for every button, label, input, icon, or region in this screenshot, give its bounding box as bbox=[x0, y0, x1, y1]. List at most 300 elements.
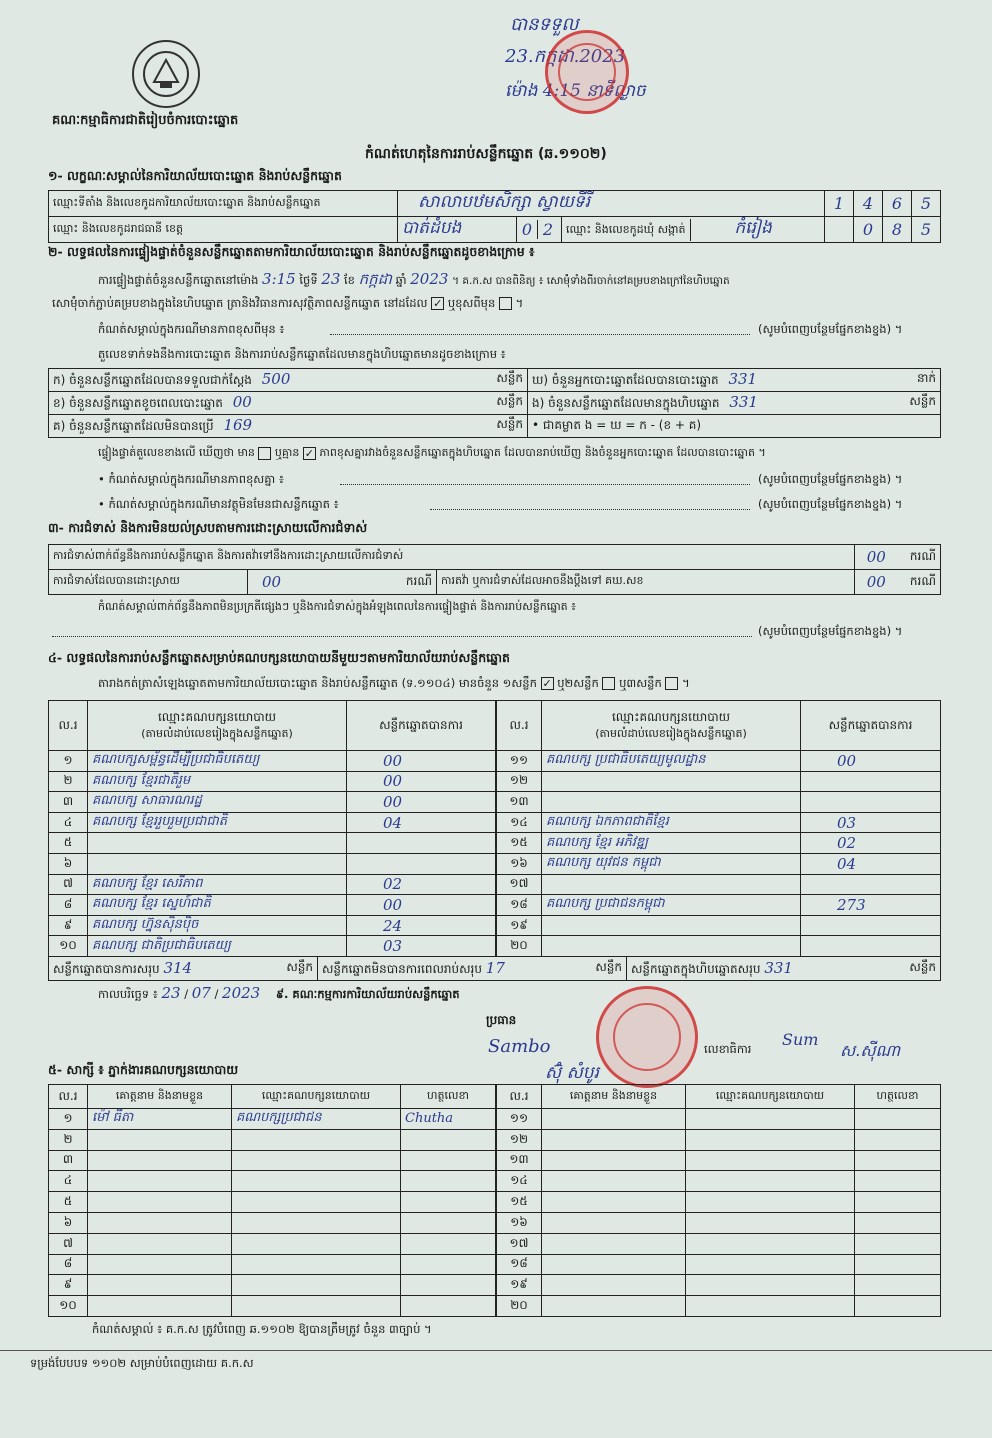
changed-checkbox[interactable] bbox=[499, 297, 512, 310]
count-date-year: 2023 bbox=[222, 984, 261, 1002]
table-row bbox=[49, 1150, 496, 1171]
witness-signature bbox=[401, 1150, 496, 1171]
witness-party bbox=[232, 1129, 401, 1150]
party-name: គណបក្ស ប្រជាធិបតេយ្យមូលដ្ឋាន bbox=[542, 751, 801, 772]
witness-signature bbox=[855, 1212, 941, 1233]
unused-unit: សន្លឹក bbox=[496, 417, 523, 431]
col-no-header: ល.រ bbox=[497, 701, 542, 751]
witness-name bbox=[88, 1275, 232, 1296]
form-code: ទម្រង់បែបបទ ១១០២ សម្រាប់បំពេញដោយ គ.ក.ស bbox=[30, 1356, 254, 1370]
party-votes: 00 bbox=[801, 751, 941, 772]
witness-col-sign: ហត្ថលេខា bbox=[855, 1085, 941, 1109]
row-number: ១៦ bbox=[497, 853, 542, 874]
irregularity-note-label: កំណត់សម្គាល់ពាក់ព័ន្ធនឹងភាពមិនប្រក្រតីផ្សេងៗ ឬនិងការជំទាស់ក្នុងអំឡុងពេលនៃការផ្ទៀងផ្ទាត់ និងការរាប់សន្លឹកឆ្នោត ៖ bbox=[98, 600, 576, 613]
verify-month-label: ខែ bbox=[344, 273, 355, 287]
witness-party bbox=[686, 1192, 855, 1213]
verify-month-value: កក្កដា bbox=[358, 270, 392, 288]
party-votes bbox=[801, 792, 941, 813]
row-number: ១៨ bbox=[497, 1254, 542, 1275]
tally-sheet-line: តារាងកត់ត្រាសំឡេងឆ្នោតតាមការិយាល័យបោះឆ្នោត និងរាប់សន្លឹកឆ្នោត (ទ.១១០៤) មានចំនួន ១សន្លឹក ✓ ឬ២សន្លឹក ឬ៣សន្លឹក ។ bbox=[98, 676, 690, 690]
commune-code-3: 5 bbox=[912, 217, 941, 243]
party-votes: 00 bbox=[347, 895, 496, 916]
table-row bbox=[49, 1129, 496, 1150]
appeal-value: 00 bbox=[866, 573, 886, 591]
province-code-1: 0 bbox=[517, 220, 538, 239]
witness-signature bbox=[401, 1296, 496, 1317]
col-party-subheader: (តាមលំដាប់លេខរៀងក្នុងសន្លឹកឆ្នោត) bbox=[595, 726, 747, 740]
table-row bbox=[49, 1171, 496, 1192]
col-votes-header: សន្លឹកឆ្នោតបានការ bbox=[347, 701, 496, 751]
party-votes bbox=[801, 915, 941, 936]
row-number: ១០ bbox=[49, 1296, 88, 1317]
witness-name bbox=[88, 1171, 232, 1192]
table-row bbox=[49, 1233, 496, 1254]
objections-value: 00 bbox=[866, 548, 886, 566]
commune-code-1: 0 bbox=[854, 217, 883, 243]
table-row bbox=[497, 1233, 941, 1254]
row-number: ១១ bbox=[497, 1109, 542, 1130]
table-row bbox=[49, 771, 496, 792]
witness-name bbox=[542, 1212, 686, 1233]
witness-col-name: គោត្តនាម និងនាមខ្លួន bbox=[542, 1085, 686, 1109]
section3-title: ៣- ការជំទាស់ និងការមិនយល់ស្របតាមការដោះស្រាយលើការជំទាស់ bbox=[48, 520, 368, 535]
row-number: ២ bbox=[49, 1129, 88, 1150]
discrepancy-note-label: • កំណត់សម្គាល់ក្នុងករណីមានភាពខុសគ្នា ៖ bbox=[98, 472, 284, 486]
row-number: ១៤ bbox=[497, 1171, 542, 1192]
location-code-2: 4 bbox=[854, 191, 883, 217]
witness-name bbox=[88, 1129, 232, 1150]
appeal-label: ការតវ៉ា ឬការជំទាស់ដែលអាចនឹងប្តឹងទៅ គឃ.សខ bbox=[437, 570, 855, 595]
table-row bbox=[497, 812, 941, 833]
results-table-right bbox=[496, 700, 941, 957]
verify-line-1-tail: ។ គ.ក.ស បានពិនិត្យ ៖ សោម៉ុំទាំងពីរចាក់នៅគម្របខាងក្រៅនៃហិបឆ្នោត bbox=[452, 275, 730, 287]
witness-signature: Chutha bbox=[401, 1109, 496, 1130]
col-party-header: ឈ្មោះគណបក្សនយោបាយ bbox=[611, 709, 731, 724]
witness-name bbox=[542, 1150, 686, 1171]
location-label: ឈ្មោះទីតាំង និងលេខកូដការិយាល័យបោះឆ្នោត និងរាប់សន្លឹកឆ្នោត bbox=[49, 191, 398, 217]
table-row bbox=[497, 792, 941, 813]
table-row bbox=[497, 1254, 941, 1275]
row-number: ៧ bbox=[49, 874, 88, 895]
row-number: ១០ bbox=[49, 936, 88, 957]
witness-name bbox=[88, 1192, 232, 1213]
witness-name bbox=[88, 1233, 232, 1254]
party-name: គណបក្ស ប្រជាជនកម្ពុជា bbox=[542, 895, 801, 916]
formula-label: • ជាគម្លាត ង = ឃ = ក - (ខ + គ) bbox=[532, 418, 702, 432]
org-name: គណៈកម្មាធិការជាតិរៀបចំការបោះឆ្នោត bbox=[52, 113, 239, 128]
row-number: ១៨ bbox=[497, 895, 542, 916]
witness-name bbox=[542, 1109, 686, 1130]
verify-day-label: ថ្ងៃទី bbox=[299, 273, 318, 287]
witness-name: ម៉ៅ ធីតា bbox=[88, 1109, 232, 1130]
party-votes: 02 bbox=[347, 874, 496, 895]
table-row bbox=[49, 874, 496, 895]
resolved-label: ការជំទាស់ដែលបានដោះស្រាយ bbox=[49, 570, 248, 595]
witness-signature bbox=[855, 1109, 941, 1130]
count-date-month: 07 bbox=[191, 984, 211, 1002]
witness-name bbox=[88, 1212, 232, 1233]
row-number: ៧ bbox=[49, 1233, 88, 1254]
footer-note: កំណត់សម្គាល់ ៖ គ.ក.ស ត្រូវបំពេញ ឆ.១១០២ ឱ្យបានត្រឹមត្រូវ ចំនួន ៣ច្បាប់ ។ bbox=[92, 1322, 432, 1336]
table-row bbox=[497, 751, 941, 772]
witness-party bbox=[686, 1212, 855, 1233]
office-seal-icon bbox=[596, 986, 698, 1088]
witness-party bbox=[232, 1171, 401, 1192]
row-number: ១៦ bbox=[497, 1212, 542, 1233]
party-votes: 04 bbox=[801, 853, 941, 874]
total-invalid-value: 17 bbox=[485, 958, 505, 977]
location-code-4: 5 bbox=[912, 191, 941, 217]
in-box-value: 331 bbox=[729, 393, 758, 411]
witness-party bbox=[686, 1109, 855, 1130]
section1-table bbox=[48, 190, 941, 243]
row-number: ៥ bbox=[49, 833, 88, 854]
party-name: គណបក្ស ឯកភាពជាតិខ្មែរ bbox=[542, 812, 801, 833]
row-number: ១៥ bbox=[497, 1192, 542, 1213]
verify-time-label: ការផ្ទៀងផ្ទាត់ចំនួនសន្លឹកឆ្នោតនៅម៉ោង bbox=[98, 273, 259, 287]
row-number: ១៧ bbox=[497, 874, 542, 895]
table-row bbox=[49, 1296, 496, 1317]
witness-signature bbox=[401, 1212, 496, 1233]
row-number: ១៧ bbox=[497, 1233, 542, 1254]
table-row bbox=[497, 833, 941, 854]
witness-col-sign: ហត្ថលេខា bbox=[401, 1085, 496, 1109]
witness-party bbox=[232, 1212, 401, 1233]
col-party-subheader: (តាមលំដាប់លេខរៀងក្នុងសន្លឹកឆ្នោត) bbox=[141, 726, 293, 740]
stamp-time: ម៉ោង 4:15 នាទីល្ងាច bbox=[505, 81, 646, 101]
witness-name bbox=[542, 1296, 686, 1317]
table-row bbox=[497, 895, 941, 916]
ballot-figures-table bbox=[48, 368, 941, 438]
table-row bbox=[497, 915, 941, 936]
province-value: បាត់ដំបង bbox=[398, 217, 517, 243]
unused-value: 169 bbox=[223, 416, 253, 434]
witness-party bbox=[686, 1296, 855, 1317]
discrepancy-note-tail: (សូមបំពេញបន្ថែមផ្នែកខាងខ្នង) ។ bbox=[758, 472, 903, 486]
witness-party bbox=[232, 1192, 401, 1213]
two-sheets-checkbox[interactable] bbox=[602, 677, 615, 690]
party-name: គណបក្ស ជាតិប្រជាធិបតេយ្យ bbox=[88, 936, 347, 957]
party-votes: 03 bbox=[801, 812, 941, 833]
secretary-label: លេខាធិការ bbox=[704, 1042, 752, 1056]
voters-value: 331 bbox=[728, 370, 758, 388]
witness-signature bbox=[855, 1129, 941, 1150]
table-row bbox=[497, 853, 941, 874]
row-number: ១៤ bbox=[497, 812, 542, 833]
witness-signature bbox=[855, 1254, 941, 1275]
witness-party bbox=[686, 1129, 855, 1150]
row-number: ៤ bbox=[49, 1171, 88, 1192]
verification-line-2: សោម៉ុំចាក់ភ្ជាប់គម្របខាងក្នុងនៃហិបឆ្នោត ត្រានិងវិធានការសុវត្ថិភាពសន្លឹកឆ្នោត នៅដដែល ✓ ឬខុសពីមុន ។ bbox=[52, 296, 524, 310]
witness-name bbox=[542, 1254, 686, 1275]
foreign-object-note-tail: (សូមបំពេញបន្ថែមផ្នែកខាងខ្នង) ។ bbox=[758, 497, 903, 511]
objections-label: ការជំទាស់ពាក់ព័ន្ធនឹងការរាប់សន្លឹកឆ្នោត និងការតវ៉ាទៅនឹងការដោះស្រាយលើការជំទាស់ bbox=[49, 545, 855, 570]
row-number: ២០ bbox=[497, 936, 542, 957]
row-number: ៥ bbox=[49, 1192, 88, 1213]
verify-time-value: 3:15 bbox=[262, 270, 296, 288]
row-number: ១៩ bbox=[497, 915, 542, 936]
stamp-date: 23.កក្កដា.2023 bbox=[505, 46, 626, 67]
table-row bbox=[49, 1275, 496, 1296]
unchanged-checkbox[interactable]: ✓ bbox=[433, 297, 443, 310]
row-number: ១៩ bbox=[497, 1275, 542, 1296]
row-number: ១២ bbox=[497, 1129, 542, 1150]
witness-name bbox=[88, 1254, 232, 1275]
party-name bbox=[542, 936, 801, 957]
witness-table-left bbox=[48, 1084, 496, 1317]
received-value: 500 bbox=[261, 370, 291, 388]
in-box-label: ង) ចំនួនសន្លឹកឆ្នោតដែលមានក្នុងហិបឆ្នោត bbox=[532, 396, 720, 410]
table-row bbox=[49, 895, 496, 916]
row-number: ៨ bbox=[49, 895, 88, 916]
row-number: ១៣ bbox=[497, 1150, 542, 1171]
discrepancy-check-line: ផ្ទៀងផ្ទាត់តួលេខខាងលើ ឃើញថា មាន ឬគ្មាន ✓ ភាពខុសគ្នារវាងចំនួនសន្លឹកឆ្នោតក្នុងហិបឆ្នោត ដែលបានរាប់ឃើញ និងចំនួនអ្នកបោះឆ្នោត ដែលបានបោះឆ្នោត ។ bbox=[98, 446, 766, 460]
party-votes bbox=[347, 833, 496, 854]
resolved-unit: ករណី bbox=[405, 574, 432, 588]
party-name: គណបក្ស ខ្មែរ សេរីភាព bbox=[88, 874, 347, 895]
secretary-name: ស.ស៊ីណា bbox=[840, 1041, 901, 1060]
table-row bbox=[497, 874, 941, 895]
witness-signature bbox=[401, 1233, 496, 1254]
party-votes: 02 bbox=[801, 833, 941, 854]
count-date-day: 23 bbox=[161, 984, 181, 1002]
row-number: ៤ bbox=[49, 812, 88, 833]
party-name: គណបក្សសម្ព័ន្ធដើម្បីប្រជាធិបតេយ្យ bbox=[88, 751, 347, 772]
col-votes-header: សន្លឹកឆ្នោតបានការ bbox=[801, 701, 941, 751]
table-row bbox=[49, 853, 496, 874]
difference-note-tail: (សូមបំពេញបន្ថែមផ្នែកខាងខ្នង) ។ bbox=[758, 322, 903, 336]
committee-label: ៩. គណៈកម្មការការិយាល័យរាប់សន្លឹកឆ្នោត bbox=[275, 987, 460, 1001]
row-number: ១៥ bbox=[497, 833, 542, 854]
received-label: ក) ចំនួនសន្លឹកឆ្នោតដែលបានទទួលជាក់ស្តែង bbox=[53, 373, 252, 387]
witness-col-party: ឈ្មោះគណបក្សនយោបាយ bbox=[686, 1085, 855, 1109]
verify-day-value: 23 bbox=[321, 270, 341, 288]
row-number: ៦ bbox=[49, 853, 88, 874]
witness-signature bbox=[855, 1171, 941, 1192]
witness-name bbox=[542, 1171, 686, 1192]
irregularity-note-tail: (សូមបំពេញបន្ថែមផ្នែកខាងខ្នង) ។ bbox=[758, 624, 903, 638]
total-box-label: សន្លឹកឆ្នោតក្នុងហិបឆ្នោតសរុប bbox=[631, 961, 761, 976]
row-number: ៨ bbox=[49, 1254, 88, 1275]
seal-status-label: សោម៉ុំចាក់ភ្ជាប់គម្របខាងក្នុងនៃហិបឆ្នោត ត្រានិងវិធានការសុវត្ថិភាពសន្លឹកឆ្នោត នៅដដែល bbox=[52, 296, 428, 310]
party-votes bbox=[347, 853, 496, 874]
witness-signature bbox=[855, 1275, 941, 1296]
witness-col-no: ល.រ bbox=[49, 1085, 88, 1109]
party-votes: 273 bbox=[801, 895, 941, 916]
province-label: ឈ្មោះ និងលេខកូដរាជធានី ខេត្ត bbox=[49, 217, 398, 243]
count-date: កាលបរិច្ឆេទ ៖ 23 / 07 / 2023 ៩. គណៈកម្មការការិយាល័យរាប់សន្លឹកឆ្នោត bbox=[98, 984, 460, 1002]
no-discrepancy-checkbox[interactable]: ✓ bbox=[304, 446, 314, 460]
witness-col-party: ឈ្មោះគណបក្សនយោបាយ bbox=[232, 1085, 401, 1109]
nec-emblem-icon bbox=[132, 40, 200, 108]
witness-party bbox=[686, 1275, 855, 1296]
party-name: គណបក្ស ខ្មែររួបរួមប្រជាជាតិ bbox=[88, 812, 347, 833]
party-name bbox=[542, 915, 801, 936]
three-sheets-checkbox[interactable] bbox=[665, 677, 678, 690]
witness-signature bbox=[855, 1233, 941, 1254]
witness-party bbox=[686, 1254, 855, 1275]
table-row bbox=[49, 833, 496, 854]
col-party-header: ឈ្មោះគណបក្សនយោបាយ bbox=[157, 709, 277, 724]
party-votes: 00 bbox=[347, 751, 496, 772]
table-row bbox=[49, 1212, 496, 1233]
secretary-signature: Sum bbox=[782, 1030, 819, 1049]
row-number: ១១ bbox=[497, 751, 542, 772]
row-number: ៩ bbox=[49, 1275, 88, 1296]
party-name bbox=[88, 833, 347, 854]
witness-table-right bbox=[496, 1084, 941, 1317]
table-row bbox=[497, 936, 941, 957]
has-discrepancy-checkbox[interactable] bbox=[258, 447, 271, 460]
party-name: គណបក្ស ខ្មែរ អភិវឌ្ឍ bbox=[542, 833, 801, 854]
table-row bbox=[49, 792, 496, 813]
verify-year-label: ឆ្នាំ bbox=[395, 273, 407, 287]
difference-note-label: កំណត់សម្គាល់ក្នុងករណីមានភាពខុសពីមុន ៖ bbox=[98, 322, 285, 336]
totals-row: សន្លឹកឆ្នោតបានការសរុប 314 សន្លឹក សន្លឹកឆ្នោតមិនបានការពេលរាប់សរុប 17 សន្លឹក សន្លឹកឆ្នោតក្នុងហិបឆ្នោតសរុប 331 សន្លឹក bbox=[48, 956, 941, 981]
witness-party bbox=[232, 1150, 401, 1171]
table-row bbox=[49, 1192, 496, 1213]
witness-name bbox=[88, 1296, 232, 1317]
table-row bbox=[497, 1109, 941, 1130]
received-seal-icon bbox=[545, 30, 629, 114]
location-value: សាលាបឋមសិក្សា ស្វាយទីរី bbox=[398, 191, 825, 217]
table-row bbox=[497, 771, 941, 792]
unused-label: គ) ចំនួនសន្លឹកឆ្នោតដែលមិនបានប្រើ bbox=[53, 419, 214, 433]
results-table-left bbox=[48, 700, 496, 957]
witness-party bbox=[686, 1150, 855, 1171]
witness-party bbox=[232, 1233, 401, 1254]
table-row bbox=[49, 751, 496, 772]
witness-party bbox=[232, 1254, 401, 1275]
objections-table bbox=[48, 544, 941, 595]
party-votes: 00 bbox=[347, 771, 496, 792]
location-code-1: 1 bbox=[825, 191, 854, 217]
table-row bbox=[497, 1129, 941, 1150]
witness-signature bbox=[401, 1129, 496, 1150]
party-votes: 03 bbox=[347, 936, 496, 957]
table-row bbox=[49, 915, 496, 936]
row-number: ១៣ bbox=[497, 792, 542, 813]
one-sheet-checkbox[interactable]: ✓ bbox=[542, 677, 552, 690]
spoiled-unit: សន្លឹក bbox=[496, 394, 523, 408]
party-name bbox=[542, 874, 801, 895]
section5-title: ៥- សាក្សី ៖ ភ្នាក់ងារគណបក្សនយោបាយ bbox=[48, 1062, 239, 1077]
witness-party: គណបក្សប្រជាជន bbox=[232, 1109, 401, 1130]
location-code-3: 6 bbox=[883, 191, 912, 217]
appeal-unit: ករណី bbox=[909, 574, 936, 588]
received-unit: សន្លឹក bbox=[496, 371, 523, 385]
voters-label: ឃ) ចំនួនអ្នកបោះឆ្នោតដែលបានបោះឆ្នោត bbox=[532, 373, 719, 387]
party-votes bbox=[801, 936, 941, 957]
spoiled-value: 00 bbox=[232, 393, 252, 411]
chairman-name: ស៊ុំ សំបូរ bbox=[545, 1063, 599, 1083]
witness-party bbox=[232, 1275, 401, 1296]
party-name: គណបក្ស យុវជន កម្ពុជា bbox=[542, 853, 801, 874]
province-code-2: 2 bbox=[542, 220, 554, 239]
table-row bbox=[49, 1109, 496, 1130]
total-box-value: 331 bbox=[764, 958, 793, 977]
total-valid-value: 314 bbox=[163, 958, 193, 977]
section2-title: ២- លទ្ធផលនៃការផ្ទៀងផ្ទាត់ចំនួនសន្លឹកឆ្នោតតាមការិយាល័យបោះឆ្នោត និងរាប់សន្លឹកឆ្នោតដូចខាងក្រោម ៖ bbox=[48, 244, 535, 259]
party-votes: 00 bbox=[347, 792, 496, 813]
section1-title: ១- លក្ខណៈសម្គាល់នៃការិយាល័យបោះឆ្នោត និងរាប់សន្លឹកឆ្នោត bbox=[48, 168, 342, 183]
in-box-unit: សន្លឹក bbox=[909, 394, 936, 408]
witness-signature bbox=[855, 1150, 941, 1171]
row-number: ១២ bbox=[497, 771, 542, 792]
party-votes: 24 bbox=[347, 915, 496, 936]
table-row bbox=[497, 1171, 941, 1192]
witness-name bbox=[88, 1150, 232, 1171]
spoiled-label: ខ) ចំនួនសន្លឹកឆ្នោតខូចពេលបោះឆ្នោត bbox=[53, 396, 223, 410]
objections-unit: ករណី bbox=[909, 549, 936, 563]
table-row bbox=[49, 812, 496, 833]
table-row bbox=[497, 1296, 941, 1317]
party-name: គណបក្ស សាធារណរដ្ឋ bbox=[88, 792, 347, 813]
commune-code-2: 8 bbox=[883, 217, 912, 243]
commune-label: ឈ្មោះ និងលេខកូដឃុំ សង្កាត់ bbox=[562, 219, 691, 241]
row-number: ២០ bbox=[497, 1296, 542, 1317]
witness-signature bbox=[855, 1296, 941, 1317]
row-number: ៦ bbox=[49, 1212, 88, 1233]
party-name bbox=[542, 792, 801, 813]
table-row bbox=[497, 1275, 941, 1296]
witness-signature bbox=[401, 1275, 496, 1296]
witness-signature bbox=[401, 1171, 496, 1192]
table-row bbox=[49, 936, 496, 957]
row-number: ៣ bbox=[49, 792, 88, 813]
witness-name bbox=[542, 1275, 686, 1296]
witness-col-no: ល.រ bbox=[497, 1085, 542, 1109]
witness-party bbox=[686, 1233, 855, 1254]
foreign-object-note-label: • កំណត់សម្គាល់ក្នុងករណីមានវត្ថុមិនមែនជាសន្លឹកឆ្នោត ៖ bbox=[98, 497, 339, 511]
chairman-label: ប្រធាន bbox=[486, 1013, 517, 1027]
voters-unit: នាក់ bbox=[916, 371, 936, 385]
commune-value: កំរៀង bbox=[734, 218, 772, 238]
party-name bbox=[88, 853, 347, 874]
changed-label: ឬខុសពីមុន bbox=[447, 296, 496, 310]
row-number: ៣ bbox=[49, 1150, 88, 1171]
party-name: គណបក្ស ខ្មែរ ស្នេហ៍ជាតិ bbox=[88, 895, 347, 916]
table-row bbox=[49, 1254, 496, 1275]
total-invalid-label: សន្លឹកឆ្នោតមិនបានការពេលរាប់សរុប bbox=[322, 961, 482, 976]
row-number: ១ bbox=[49, 1109, 88, 1130]
witness-party bbox=[232, 1296, 401, 1317]
row-number: ៩ bbox=[49, 915, 88, 936]
table-row bbox=[497, 1192, 941, 1213]
witness-col-name: គោត្តនាម និងនាមខ្លួន bbox=[88, 1085, 232, 1109]
resolved-value: 00 bbox=[262, 573, 282, 591]
party-name bbox=[542, 771, 801, 792]
witness-signature bbox=[401, 1254, 496, 1275]
witness-signature bbox=[401, 1192, 496, 1213]
witness-signature bbox=[855, 1192, 941, 1213]
verification-line-1 bbox=[98, 270, 730, 292]
section4-title: ៤- លទ្ធផលនៃការរាប់សន្លឹកឆ្នោតសម្រាប់គណបក្សនយោបាយនីមួយៗតាមការិយាល័យរាប់សន្លឹកឆ្នោត bbox=[48, 650, 510, 665]
party-name: គណបក្ស ខ្មែរជាតិរួម bbox=[88, 771, 347, 792]
verify-year-value: 2023 bbox=[410, 270, 449, 288]
witness-name bbox=[542, 1192, 686, 1213]
figures-intro: តួលេខទាក់ទងនឹងការបោះឆ្នោត និងការរាប់សន្លឹកឆ្នោតដែលមានក្នុងហិបឆ្នោតមានដូចខាងក្រោម ៖ bbox=[98, 347, 506, 361]
table-row bbox=[497, 1212, 941, 1233]
party-name: គណបក្ស ហ្វ៊ុនស៊ិនប៉ិច bbox=[88, 915, 347, 936]
witness-name bbox=[542, 1129, 686, 1150]
row-number: ១ bbox=[49, 751, 88, 772]
witness-name bbox=[542, 1233, 686, 1254]
form-title: កំណត់ហេតុនៃការរាប់សន្លឹកឆ្នោត (ឆ.១១០២) bbox=[365, 146, 607, 162]
table-row bbox=[497, 1150, 941, 1171]
party-votes: 04 bbox=[347, 812, 496, 833]
stamp-note: បាន​ទទួល bbox=[510, 14, 579, 35]
